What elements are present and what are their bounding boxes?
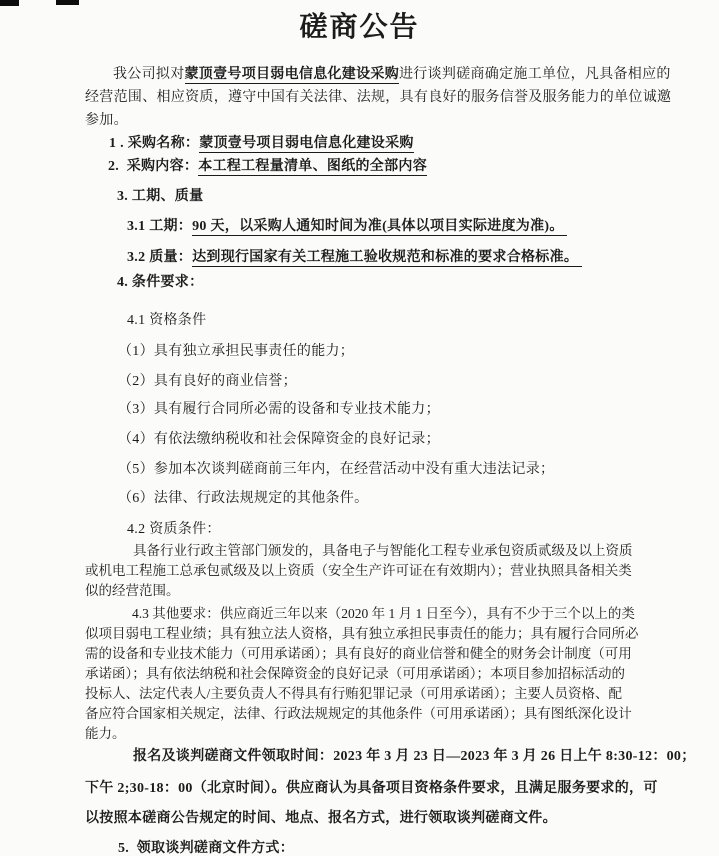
doc-line-clause-2: [85, 371, 695, 393]
doc-line-q43-6: [85, 704, 695, 724]
doc-line-intro-1: [85, 64, 695, 86]
doc-line-sub-4-2: [85, 519, 695, 541]
text-segment: 4. 条件要求：: [117, 275, 204, 290]
text-segment: 4.3 其他要求：供应商近三年以来（2020 年 1 月 1 日至今），具有不少于三个以上的类: [132, 606, 635, 621]
doc-line-clause-4: [85, 429, 695, 451]
document-body: [0, 64, 719, 856]
text-segment: 经营范围、相应资质，遵守中国有关法律、法规，具有良好的服务信誉及服务能力的单位诚邀: [85, 90, 672, 105]
underlined-text: 达到现行国家有关工程施工验收规范和标准的要求合格标准。: [192, 250, 583, 265]
doc-line-q43-5: [85, 684, 695, 704]
doc-line-q42-2: [85, 561, 695, 581]
doc-line-clause-6: [85, 488, 695, 510]
doc-line-item-1: [85, 133, 695, 155]
doc-line-intro-3: [85, 110, 695, 132]
text-segment: 承诺函）；具有依法纳税和社会保障资金的良好记录（可用承诺函）；本项目参加招标活动的: [85, 666, 625, 681]
text-segment: 参加。: [85, 113, 128, 128]
doc-line-sub-4-1: [85, 310, 695, 332]
underlined-text: 蒙顶壹号项目弱电信息化建设采购: [184, 67, 399, 82]
text-segment: 投标人、法定代表人/主要负责人不得具有行贿犯罪记录（可用承诺函）；主要人员资格、配: [85, 686, 622, 701]
doc-line-q42-3: [85, 581, 695, 601]
text-segment: 进行谈判磋商确定施工单位，凡具备相应的: [399, 67, 671, 82]
text-segment: （5）参加本次谈判磋商前三年内，在经营活动中没有重大违法记录；: [118, 462, 555, 477]
text-segment: 1 . 采购名称：: [109, 136, 200, 151]
doc-line-clause-1: [85, 341, 695, 363]
text-segment: （4）有依法缴纳税收和社会保障资金的良好记录；: [118, 432, 440, 447]
text-segment: （1）具有独立承担民事责任的能力；: [118, 344, 355, 359]
text-segment: 4.1 资格条件: [127, 313, 207, 328]
doc-line-intro-2: [85, 87, 695, 109]
doc-line-sign-3: [85, 808, 695, 830]
doc-line-q43-3: [85, 644, 695, 664]
doc-line-q43-7: [85, 724, 695, 744]
text-segment: 我公司拟对: [113, 67, 185, 82]
text-segment: 或机电工程施工总承包贰级及以上资质（安全生产许可证在有效期内）；营业执照具备相关类: [85, 563, 632, 578]
text-segment: 似的经营范围。: [85, 583, 180, 598]
text-segment: （2）具有良好的商业信誉；: [118, 374, 297, 389]
text-segment: 4.2 资质条件：: [127, 522, 221, 537]
text-segment: 3.1 工期：: [127, 219, 193, 234]
text-segment: 需的设备和专业技术能力（可用承诺函）；具有良好的商业信誉和健全的财务会计制度（可用: [85, 646, 632, 661]
underlined-text: 蒙顶壹号项目弱电信息化建设采购: [199, 136, 414, 151]
doc-line-item-5: [85, 838, 695, 856]
underlined-text: 90 天，以采购人通知时间为准(具体以项目实际进度为准)。: [192, 219, 568, 234]
text-segment: 备应符合国家相关规定，法律、行政法规规定的其他条件（可用承诺函）；具有图纸深化设计: [85, 706, 632, 721]
text-segment: 2023 年 3 月 23 日—2023 年 3 月 26 日上午 8:30-12：00；: [333, 749, 696, 764]
text-segment: 以按照本磋商公告规定的时间、地点、报名方式，进行领取谈判磋商文件。: [85, 811, 557, 826]
text-segment: 3. 工期、质量: [117, 189, 204, 204]
doc-line-sign-2: [85, 778, 695, 800]
doc-line-q43-1: [85, 604, 695, 624]
page-title: 磋商公告: [299, 12, 420, 43]
doc-line-item-2: [85, 156, 695, 178]
text-segment: 下午 2;30-18：00（北京时间）。供应商认为具备项目资格条件要求，且满足服务要求的，可: [85, 781, 658, 796]
doc-line-sub-3-2: [85, 247, 695, 269]
doc-line-q43-2: [85, 624, 695, 644]
text-segment: 2. 采购内容：: [108, 159, 199, 174]
doc-line-clause-3: [85, 399, 695, 421]
underlined-text: 本工程工程量清单、图纸的全部内容: [198, 159, 428, 174]
text-segment: （3）具有履行合同所必需的设备和专业技术能力；: [118, 402, 440, 417]
scan-artifact: [0, 0, 19, 6]
doc-line-q43-4: [85, 664, 695, 684]
text-segment: 5. 领取谈判磋商文件方式：: [118, 841, 294, 856]
text-segment: 似项目弱电工程业绩；具有独立法人资格，具有独立承担民事责任的能力；具有履行合同所必: [85, 626, 639, 641]
text-segment: 报名及谈判磋商文件领取时间：: [133, 749, 334, 764]
text-segment: 具备行业行政主管部门颁发的，具备电子与智能化工程专业承包资质贰级及以上资质: [133, 543, 633, 558]
doc-line-item-4: [85, 272, 695, 294]
scan-artifact: [56, 0, 79, 5]
doc-line-q42-1: [85, 541, 695, 561]
doc-line-sign-1: [85, 746, 695, 768]
doc-line-sub-3-1: [85, 216, 695, 238]
doc-line-item-3: [85, 186, 695, 208]
text-segment: 能力。: [85, 726, 126, 741]
doc-line-clause-5: [85, 459, 695, 481]
text-segment: 3.2 质量：: [127, 250, 193, 265]
text-segment: （6）法律、行政法规规定的其他条件。: [118, 491, 369, 506]
